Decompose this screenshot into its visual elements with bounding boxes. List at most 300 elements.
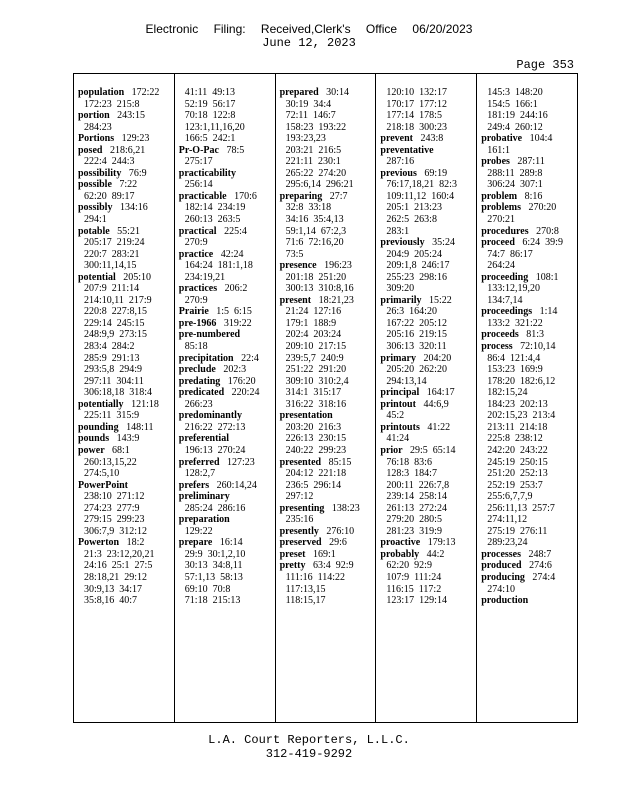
index-term-line [78, 399, 174, 411]
index-reference-line: 255:6,7,7,9 [487, 491, 533, 503]
index-term-line [280, 537, 376, 549]
index-reference-line: 220:7 283:21 [84, 248, 140, 260]
index-reference-line: 29:9 30:1,2,10 [184, 548, 246, 560]
index-reference-line: 213:11 214:18 [487, 421, 548, 433]
index-reference-line: 316:22 318:16 [285, 398, 347, 410]
index-term: proceed [481, 237, 515, 249]
index-term-line [280, 560, 376, 572]
index-term-line [78, 110, 174, 122]
court-reporter-name: L.A. Court Reporters, L.L.C. [208, 733, 410, 747]
index-term-line [280, 526, 376, 538]
index-reference-line: 76:18 83:6 [386, 456, 432, 468]
index-reference-line: 234:19,21 [184, 271, 226, 283]
index-term: presently [279, 525, 319, 537]
index-term-line [380, 549, 476, 561]
index-term: prepared [279, 87, 319, 98]
index-reference-line: 30:19 34:4 [285, 98, 332, 110]
index-term: preferred [178, 456, 220, 468]
index-reference: 72:10,14 [520, 341, 556, 353]
index-term-line [78, 480, 174, 492]
index-term: preferential [178, 433, 229, 445]
index-reference-line: 204:9 205:24 [386, 248, 442, 260]
index-reference-line: 270:9 [184, 294, 208, 306]
index-reference-line: 264:24 [487, 260, 515, 272]
index-reference-line: 28:18,21 29:12 [84, 571, 148, 583]
index-term-line [179, 191, 275, 203]
index-term-line [380, 387, 476, 399]
index-term-line [280, 457, 376, 469]
index-reference-line: 306:13 320:11 [386, 341, 447, 353]
index-term: power [78, 444, 105, 456]
index-reference-line: 256:14 [184, 179, 213, 191]
index-reference-line: 35:8,16 40:7 [84, 595, 138, 607]
filing-stamp-word-5: 06/20/2023 [412, 22, 473, 36]
index-reference-line: 300:11,14,15 [84, 260, 137, 272]
index-term: primarily [380, 294, 422, 306]
index-reference-line: 32:8 33:18 [285, 202, 332, 214]
index-reference: 138:23 [331, 502, 360, 514]
index-term-line [179, 376, 275, 388]
index-reference-line: 205:20 262:20 [386, 364, 447, 376]
index-reference: 44:6,9 [423, 398, 449, 410]
index-term: probative [481, 133, 523, 145]
index-reference-line: 196:13 270:24 [184, 444, 246, 456]
index-reference-line: 285:24 286:16 [184, 502, 246, 514]
index-reference-line: 261:13 272:24 [386, 502, 447, 514]
index-reference-line: 170:17 177:12 [386, 98, 447, 110]
index-term: portion [78, 110, 110, 122]
index-term: prefers [178, 479, 210, 491]
index-term: present [279, 294, 312, 306]
index-reference: 218:6,21 [109, 144, 146, 156]
index-reference: 205:10 [123, 271, 152, 283]
index-reference-line: 57:1,13 58:13 [184, 571, 243, 583]
index-term-line [380, 445, 476, 457]
index-term: presented [279, 456, 322, 468]
index-reference: 274:6 [529, 560, 552, 572]
index-reference-line: 71:18 215:13 [184, 595, 241, 607]
index-term-line [481, 237, 577, 249]
index-term-line [78, 179, 174, 191]
index-reference-line: 107:9 111:24 [386, 571, 442, 583]
index-reference: 35:24 [432, 237, 455, 249]
index-reference-line: 236:5 296:14 [285, 479, 342, 491]
index-term: population [78, 87, 125, 98]
index-term-line [179, 480, 275, 492]
index-reference-line: 209:1,8 246:17 [386, 260, 450, 272]
index-reference: 164:17 [426, 387, 455, 399]
index-term-line [481, 560, 577, 572]
index-reference-line: 26:3 164:20 [386, 306, 437, 318]
index-reference-line: 123:17 129:14 [386, 595, 447, 607]
index-reference-line: 161:1 [487, 144, 510, 156]
index-reference-line: 226:13 230:15 [285, 433, 347, 445]
index-term: proceeds [481, 329, 519, 341]
index-term-line [179, 329, 275, 341]
index-reference-line: 239:5,7 240:9 [285, 352, 344, 364]
index-term: produced [481, 560, 522, 572]
index-term-line [380, 422, 476, 434]
index-term-line [179, 306, 275, 318]
index-column-2 [175, 74, 276, 722]
index-term-line [280, 87, 376, 99]
index-reference: 41:22 [427, 421, 451, 433]
index-term-line [481, 191, 577, 203]
index-reference-line: 287:16 [386, 156, 415, 168]
index-reference-line: 251:20 252:13 [487, 468, 548, 480]
index-reference: 18:21,23 [318, 294, 354, 306]
index-reference-line: 133:2 321:22 [487, 317, 543, 329]
index-reference-line: 117:13,15 [285, 583, 326, 595]
index-reference-line: 225:8 238:12 [487, 433, 543, 445]
index-term: pretty [279, 560, 306, 572]
index-reference-line: 295:6,14 296:21 [285, 179, 354, 191]
index-term: Portions [78, 133, 115, 145]
filing-stamp-word-2: Filing: [213, 22, 246, 36]
index-term: probably [380, 548, 420, 560]
index-reference-line: 123:1,11,16,20 [184, 121, 245, 133]
index-reference-line: 45:2 [386, 410, 405, 422]
index-term: possibility [78, 167, 122, 179]
index-term-line [179, 387, 275, 399]
index-term: proactive [380, 537, 421, 549]
index-term: Powerton [78, 537, 120, 549]
index-term-line [179, 353, 275, 365]
index-term: practices [178, 283, 218, 295]
index-term: proceedings [481, 306, 533, 318]
index-reference: 129:23 [121, 133, 150, 145]
index-term: prepare [178, 537, 213, 549]
index-reference: 206:2 [224, 283, 248, 295]
index-reference: 6:24 39:9 [522, 237, 563, 249]
index-reference-line: 235:16 [285, 514, 314, 526]
index-reference-line: 52:19 56:17 [184, 98, 236, 110]
index-term: preventative [380, 144, 434, 156]
index-reference-line: 306:24 307:1 [487, 179, 543, 191]
index-term: prior [380, 444, 403, 456]
index-term: practicable [178, 190, 227, 202]
index-term-line [481, 272, 577, 284]
index-reference-line: 288:11 289:8 [487, 167, 543, 179]
index-term: previously [380, 237, 425, 249]
index-reference-line: 221:11 230:1 [285, 156, 341, 168]
index-reference-line: 275:19 276:11 [487, 525, 548, 537]
index-reference-line: 225:11 315:9 [84, 410, 140, 422]
index-reference-line: 306:18,18 318:4 [84, 387, 153, 399]
index-term-line [380, 399, 476, 411]
index-reference-line: 202:4 203:24 [285, 329, 342, 341]
index-term-line [380, 295, 476, 307]
index-term-line [78, 145, 174, 157]
index-reference-line: 86:4 121:4,4 [487, 352, 541, 364]
index-term-line [179, 514, 275, 526]
index-reference: 44:2 [426, 548, 445, 560]
index-term-line [380, 237, 476, 249]
index-reference-line: 252:19 253:7 [487, 479, 543, 491]
index-reference-line: 205:1 213:23 [386, 202, 442, 214]
index-reference-line: 70:18 122:8 [184, 110, 236, 122]
index-reference: 319:22 [223, 317, 252, 329]
index-term-line [78, 168, 174, 180]
index-reference: 127:23 [227, 456, 255, 468]
index-reference-line: 314:1 315:17 [285, 387, 342, 399]
index-term: Prairie [178, 306, 209, 318]
index-reference-line: 203:20 216:3 [285, 421, 342, 433]
index-reference-line: 207:9 211:14 [84, 283, 140, 295]
index-reference-line: 21:3 23:12,20,21 [84, 548, 155, 560]
index-term-line [280, 410, 376, 422]
index-reference-line: 69:10 70:8 [184, 583, 231, 595]
index-reference: 69:19 [424, 167, 448, 179]
index-term: process [481, 341, 513, 353]
index-reference-line: 158:23 193:22 [285, 121, 347, 133]
index-reference-line: 281:23 319:9 [386, 525, 442, 537]
index-term: production [481, 595, 529, 607]
index-reference-line: 85:18 [184, 341, 208, 353]
index-reference-line: 218:18 300:23 [386, 121, 447, 133]
index-reference-line: 41:11 49:13 [184, 87, 235, 98]
index-reference-line: 128:2,7 [184, 468, 216, 480]
index-term: predating [178, 375, 221, 387]
index-term-line [78, 422, 174, 434]
index-reference-line: 229:14 245:15 [84, 317, 145, 329]
index-reference-line: 285:9 291:13 [84, 352, 140, 364]
index-term-line [179, 433, 275, 445]
index-reference: 143:9 [116, 433, 140, 445]
index-term: pre-1966 [178, 317, 217, 329]
index-reference-line: 293:5,8 294:9 [84, 364, 143, 376]
filing-stamp-word-3: Received,Clerk's [260, 22, 351, 36]
index-reference-line: 120:10 132:17 [386, 87, 447, 98]
index-reference-line: 251:22 291:20 [285, 364, 347, 376]
index-reference-line: 309:20 [386, 283, 415, 295]
index-term-line [179, 249, 275, 261]
index-term-line [481, 133, 577, 145]
court-reporter-phone: 312-419-9292 [265, 747, 353, 761]
index-term-line [78, 433, 174, 445]
index-term: primary [380, 352, 416, 364]
index-reference-line: 274:5,10 [84, 468, 120, 480]
index-reference-line: 216:22 272:13 [184, 421, 246, 433]
index-reference-line: 274:10 [487, 583, 515, 595]
index-reference-line: 167:22 205:12 [386, 317, 447, 329]
index-term: pounds [78, 433, 110, 445]
index-term-line [481, 341, 577, 353]
index-reference-line: 30:9,13 34:17 [84, 583, 143, 595]
index-reference: 8:16 [524, 190, 543, 202]
index-reference-line: 128:3 184:7 [386, 468, 437, 480]
index-reference: 63:4 92:9 [313, 560, 354, 572]
index-term: posed [78, 144, 103, 156]
index-term-line [481, 202, 577, 214]
index-reference: 16:14 [219, 537, 243, 549]
index-reference-line: 153:23 169:9 [487, 364, 543, 376]
index-term-line [78, 272, 174, 284]
index-term: processes [481, 548, 521, 560]
index-term-line [280, 503, 376, 515]
index-reference-line: 265:22 274:20 [285, 167, 347, 179]
index-reference-line: 248:9,9 273:15 [84, 329, 148, 341]
index-reference-line: 214:10,11 217:9 [84, 294, 152, 306]
index-term-line [78, 537, 174, 549]
index-reference: 270:8 [536, 225, 559, 237]
index-reference: 85:15 [328, 456, 352, 468]
index-term-line [78, 202, 174, 214]
index-reference: 1:14 [539, 306, 558, 318]
index-reference-line: 179:1 188:9 [285, 317, 337, 329]
index-term-line [380, 145, 476, 157]
index-term: potential [78, 271, 116, 283]
filing-stamp-word-1: Electronic [145, 22, 199, 36]
index-reference: 7:22 [119, 179, 138, 191]
index-term-line [179, 457, 275, 469]
index-term-line [179, 491, 275, 503]
index-term: presenting [279, 502, 325, 514]
index-reference-line: 202:15,23 213:4 [487, 410, 556, 422]
index-reference-line: 200:11 226:7,8 [386, 479, 450, 491]
index-reference-line: 59:1,14 67:2,3 [285, 225, 347, 237]
index-reference-line: 203:21 216:5 [285, 144, 342, 156]
index-reference-line: 201:18 251:20 [285, 271, 347, 283]
index-reference: 78:5 [226, 144, 245, 156]
index-reference-line: 166:5 242:1 [184, 133, 236, 145]
index-reference-line: 240:22 299:23 [285, 444, 347, 456]
index-reference: 29:5 65:14 [409, 444, 456, 456]
index-reference-line: 270:21 [487, 214, 515, 226]
index-reference-line: 205:16 219:15 [386, 329, 447, 341]
index-term: practice [178, 248, 214, 260]
index-term-line [280, 191, 376, 203]
index-term: proceeding [481, 271, 529, 283]
index-term: practicability [178, 167, 237, 179]
deposition-date: June 12, 2023 [262, 36, 356, 50]
index-reference-line: 249:4 260:12 [487, 121, 543, 133]
index-reference-line: 74:7 86:17 [487, 248, 533, 260]
index-reference: 42:24 [220, 248, 244, 260]
index-reference-line: 283:4 284:2 [84, 341, 135, 353]
index-reference-line: 300:13 310:8,16 [285, 283, 354, 295]
index-reference-line: 256:11,13 257:7 [487, 502, 555, 514]
index-term-line [179, 364, 275, 376]
index-reference-line: 306:7,9 312:12 [84, 525, 148, 537]
index-reference-line: 284:23 [84, 121, 112, 133]
index-term-line [179, 226, 275, 238]
index-reference: 1:5 6:15 [216, 306, 252, 318]
index-reference-line: 76:17,18,21 82:3 [386, 179, 457, 191]
index-reference-line: 275:17 [184, 156, 213, 168]
index-column-5 [477, 74, 577, 722]
index-term-line [280, 549, 376, 561]
index-reference: 276:10 [326, 525, 355, 537]
index-reference-line: 62:20 89:17 [84, 190, 135, 202]
index-reference: 18:2 [126, 537, 145, 549]
index-reference-line: 73:5 [285, 248, 304, 260]
index-reference: 169:1 [313, 548, 336, 560]
index-reference: 243:15 [117, 110, 145, 122]
index-term-line [280, 295, 376, 307]
index-reference: 220:24 [231, 387, 260, 399]
index-term-line [481, 572, 577, 584]
index-term-line [179, 537, 275, 549]
index-reference-line: 164:24 181:1,18 [184, 260, 253, 272]
index-reference: 29:6 [329, 537, 347, 549]
index-column-3 [276, 74, 377, 722]
index-column-1 [74, 74, 175, 722]
index-term: possibly [78, 202, 113, 214]
index-reference-line: 279:20 280:5 [386, 514, 442, 526]
filing-stamp [0, 22, 618, 36]
page-number: Page 353 [516, 58, 574, 72]
index-reference-line: 204:12 221:18 [285, 468, 347, 480]
index-reference-line: 182:14 234:19 [184, 202, 246, 214]
index-term: potentially [78, 398, 124, 410]
index-reference-line: 294:1 [84, 214, 107, 226]
index-reference-line: 266:23 [184, 398, 213, 410]
index-reference-line: 178:20 182:6,12 [487, 375, 556, 387]
index-reference: 204:20 [423, 352, 452, 364]
index-reference-line: 294:13,14 [386, 375, 427, 387]
index-term-line [78, 133, 174, 145]
index-reference-line: 193:23,23 [285, 133, 326, 145]
index-term-line [179, 145, 275, 157]
index-reference: 179:13 [427, 537, 456, 549]
index-term: practical [178, 225, 217, 237]
index-reference: 134:16 [119, 202, 148, 214]
index-reference-line: 279:15 299:23 [84, 514, 145, 526]
index-reference-line: 111:16 114:22 [285, 571, 346, 583]
index-reference: 121:18 [131, 398, 159, 410]
index-term-line [380, 168, 476, 180]
index-term-line [380, 133, 476, 145]
index-reference-line: 109:11,12 160:4 [386, 190, 455, 202]
index-reference-line: 30:13 34:8,11 [184, 560, 243, 572]
index-reference: 108:1 [535, 271, 559, 283]
index-term: printout [380, 398, 416, 410]
index-reference: 202:3 [223, 364, 247, 376]
index-term: prevent [380, 133, 413, 145]
index-reference: 274:4 [532, 571, 556, 583]
index-reference-line: 262:5 263:8 [386, 214, 437, 226]
index-reference-line: 71:6 72:16,20 [285, 237, 344, 249]
index-reference-line: 270:9 [184, 237, 208, 249]
index-term: potable [78, 225, 110, 237]
index-reference-line: 274:11,12 [487, 514, 528, 526]
index-reference-line: 62:20 92:9 [386, 560, 432, 572]
index-reference-line: 283:1 [386, 225, 410, 237]
index-reference-line: 129:22 [184, 525, 213, 537]
index-reference-line: 255:23 298:16 [386, 271, 447, 283]
index-reference-line: 116:15 117:2 [386, 583, 442, 595]
index-reference: 68:1 [111, 444, 130, 456]
index-reference-line: 172:23 215:8 [84, 98, 140, 110]
index-reference: 243:8 [420, 133, 444, 145]
index-term-line [481, 329, 577, 341]
index-column-4 [376, 74, 477, 722]
index-term-line [481, 156, 577, 168]
index-reference-line: 260:13 263:5 [184, 214, 241, 226]
index-reference-line: 260:13,15,22 [84, 456, 137, 468]
index-reference-line: 24:16 25:1 27:5 [84, 560, 153, 572]
index-reference-line: 41:24 [386, 433, 410, 445]
index-term: preparing [279, 190, 323, 202]
index-reference-line: 220:8 227:8,15 [84, 306, 148, 318]
index-term: Pr-O-Pac [178, 144, 219, 156]
index-term: predominantly [178, 410, 242, 422]
index-term: presentation [279, 410, 333, 422]
index-term: predicated [178, 387, 225, 399]
index-term-line [481, 549, 577, 561]
index-reference-line: 239:14 258:14 [386, 491, 447, 503]
